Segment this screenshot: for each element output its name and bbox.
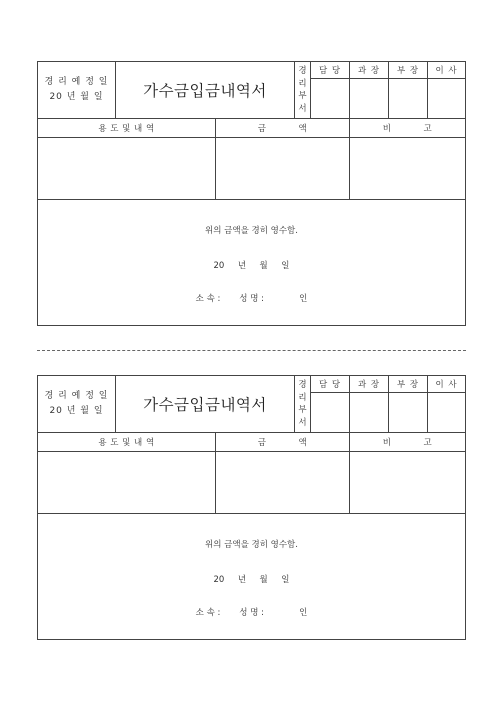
approval-label-section-chief: 과 장 (357, 380, 381, 390)
dept-label-char: 부 (298, 405, 307, 415)
dept-label-char: 리 (298, 78, 307, 89)
approval-label-director: 이 사 (435, 380, 458, 390)
accounting-date-cell (38, 62, 115, 118)
column-header-divider (38, 451, 465, 452)
approval-label-director: 이 사 (435, 66, 458, 76)
dept-label-cell (295, 376, 310, 432)
receipt-form-top (37, 61, 466, 326)
accounting-date-value: 20 년 월 일 (49, 406, 104, 416)
form-frame (37, 375, 466, 640)
amount-column-header: 금 액 (257, 124, 308, 134)
receipt-date: 20 년 월 일 (213, 261, 290, 271)
accounting-date-label: 경 리 예 정 일 (44, 391, 109, 401)
dept-label-char: 서 (298, 417, 307, 428)
approval-label-staff: 담 당 (318, 380, 342, 390)
dept-label-char: 서 (298, 103, 307, 114)
remarks-column-header: 비 고 (382, 124, 433, 134)
dept-label-char: 부 (298, 91, 307, 101)
remarks-column-header: 비 고 (382, 438, 433, 448)
form-title: 가수금입금내역서 (143, 396, 267, 414)
cut-line (37, 350, 466, 351)
body-divider (38, 199, 465, 200)
form-title-cell (116, 62, 294, 118)
dept-label-char: 경 (298, 380, 307, 390)
accounting-date-cell (38, 376, 115, 432)
receipt-statement: 위의 금액을 경히 영수함. (205, 226, 298, 236)
approval-label-dept-head: 부 장 (396, 66, 420, 76)
amount-column-header: 금 액 (257, 438, 308, 448)
affiliation-name-line: 소 속 : 성 명 : 인 (195, 294, 308, 304)
receipt-form-bottom (37, 375, 466, 640)
receipt-date: 20 년 월 일 (213, 575, 290, 585)
dept-label-char: 경 (298, 66, 307, 76)
form-frame (37, 61, 466, 326)
accounting-date-label: 경 리 예 정 일 (44, 77, 109, 87)
dept-label-char: 리 (298, 392, 307, 403)
approval-label-staff: 담 당 (318, 66, 342, 76)
purpose-column-header: 용 도 및 내 역 (98, 124, 155, 134)
accounting-date-value: 20 년 월 일 (49, 92, 104, 102)
approval-label-section-chief: 과 장 (357, 66, 381, 76)
column-header-divider (38, 137, 465, 138)
affiliation-name-line: 소 속 : 성 명 : 인 (195, 608, 308, 618)
receipt-statement: 위의 금액을 경히 영수함. (205, 540, 298, 550)
dept-label-cell (295, 62, 310, 118)
body-divider (38, 513, 465, 514)
purpose-column-header: 용 도 및 내 역 (98, 438, 155, 448)
form-title: 가수금입금내역서 (143, 82, 267, 100)
approval-label-dept-head: 부 장 (396, 380, 420, 390)
form-title-cell (116, 376, 294, 432)
